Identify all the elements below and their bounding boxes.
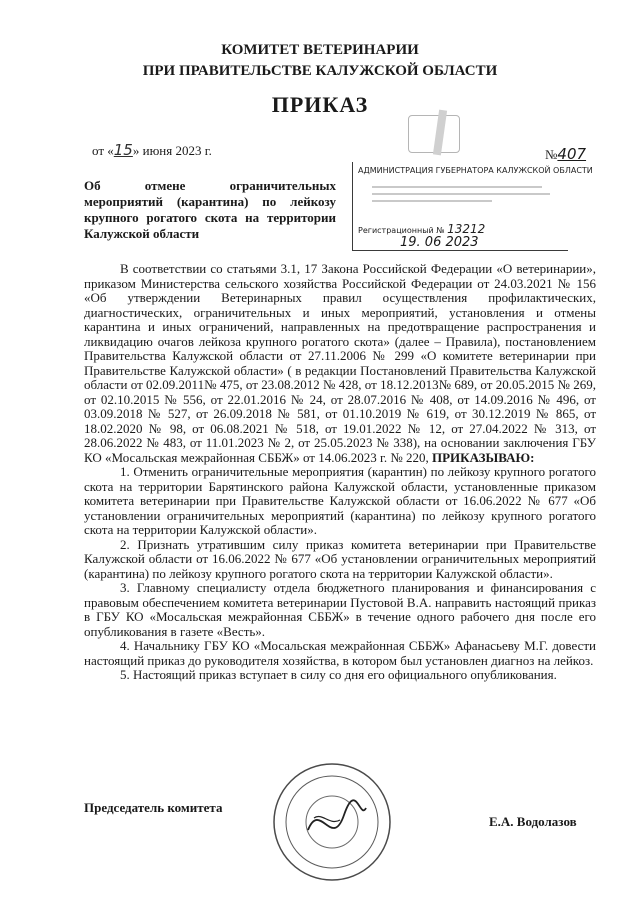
- order-body: [84, 262, 596, 683]
- committee-name: КОМИТЕТ ВЕТЕРИНАРИИ: [221, 42, 419, 58]
- stamp-reg-number: 13212: [447, 222, 486, 236]
- stamp-faint-lines: [372, 186, 552, 212]
- number-sign: №: [545, 147, 558, 162]
- stamp-date: 19. 06 2023: [400, 235, 479, 250]
- stamp-reg-label: Регистрационный №: [358, 226, 445, 235]
- signatory-position: Председатель комитета: [84, 800, 223, 815]
- preamble-text: В соответствии со статьями 3.1, 17 Закона Российской Федерации «О ветеринарии», приказом Министерства сельского хозяйства Российской Федерации от 24.03.2021 № 156 «Об утверждении Ветеринарных правил осуществления профилактических, диагностических, ограничительных и иных мероприятий, установления и отмены карантина и иных ограничений, направленных на предотвращение распространения и ликвидацию очагов лейкоза крупного рогатого скота» (далее – Правила), постановлением Правительства Калужской области от 27.11.2006 № 299 «О комитете ветеринарии при Правительстве Калужской области» ( в редакции Постановлений Правительства Калужской области от 02.09.2011№ 475, от 23.08.2012 № 428, от 18.12.2013№ 689, от 20.05.2015 № 269, от 02.10.2015 № 556, от 22.01.2016 № 24, от 28.07.2016 № 408, от 14.09.2016 № 496, от 03.09.2018 № 527, от 26.09.2018 № 581, от 01.10.2019 № 619, от 30.12.2019 № 865, от 18.02.2020 № 98, от 06.08.2021 № 518, от 19.01.2022 № 12, от 27.04.2022 № 313, от 28.06.2022 № 483, от 11.01.2023 № 2, от 25.05.2023 № 338), на основании заключения ГБУ КО «Мосальская межрайонная СББЖ» от 14.06.2023 г. № 220,: [84, 261, 596, 465]
- committee-affiliation: ПРИ ПРАВИТЕЛЬСТВЕ КАЛУЖСКОЙ ОБЛАСТИ: [142, 63, 498, 79]
- order-word: ПРИКАЗЫВАЮ:: [432, 449, 535, 465]
- order-item-1: 1. Отменить ограничительные мероприятия (карантин) по лейкозу крупного рогатого скота на территории Барятинского района Калужской области, установленные приказом комитета ветеринарии при Правительстве Калужской области от 16.06.2022 № 677 «Об установлении ограничительных мероприятий (карантина) по лейкозу крупного рогатого скота на территории Калужской области».: [84, 464, 596, 537]
- order-subject: Об отмене ограничительных мероприятий (карантина) по лейкозу крупного рогатого скота на территории Калужской области: [84, 178, 336, 241]
- order-item-5: 5. Настоящий приказ вступает в силу со дня его официального опубликования.: [120, 667, 557, 682]
- official-seal: [270, 760, 394, 884]
- order-item-2: 2. Признать утратившим силу приказ комитета ветеринарии при Правительстве Калужской области от 16.06.2022 № 677 «Об установлении ограничительных мероприятий (карантина) по лейкозу крупного рогатого скота на территории Калужской области».: [84, 536, 596, 581]
- signatory-name: Е.А. Водолазов: [489, 814, 577, 829]
- date-prefix: от «: [92, 143, 114, 158]
- order-number: [545, 145, 586, 163]
- order-item-3: 3. Главному специалисту отдела бюджетного планирования и финансирования с правовым обеспечением комитета ветеринарии Пустовой В.А. направить настоящий приказ в ГБУ КО «Мосальская межрайонная СББЖ» в течение одного рабочего дня после его опубликования в газете «Весть».: [84, 580, 596, 639]
- order-item-4: 4. Начальнику ГБУ КО «Мосальская межрайонная СББЖ» Афанасьеву М.Г. довести настоящий приказ до руководителя хозяйства, в котором был установлен диагноз на лейкоз.: [84, 638, 596, 668]
- date-suffix: » июня 2023 г.: [132, 143, 212, 158]
- preamble-paragraph: [84, 262, 596, 465]
- date-day-handwritten: 15: [113, 141, 133, 159]
- order-date: [92, 141, 212, 159]
- stamp-title: АДМИНИСТРАЦИЯ ГУБЕРНАТОРА КАЛУЖСКОЙ ОБЛАСТИ: [358, 166, 593, 175]
- number-value-handwritten: 407: [557, 145, 587, 163]
- stamp-registration: [358, 222, 485, 236]
- document-type: ПРИКАЗ: [271, 92, 369, 117]
